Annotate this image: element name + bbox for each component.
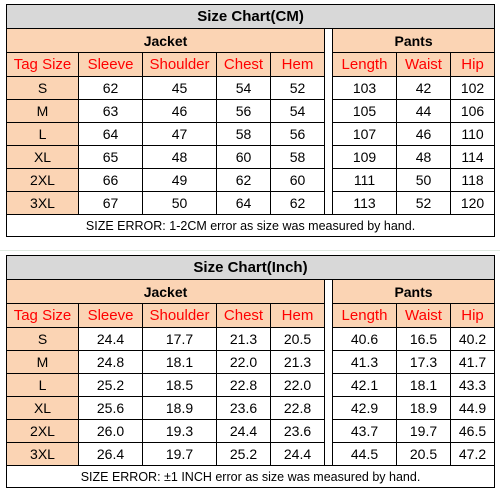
size-label: 2XL	[7, 169, 79, 192]
cell-waist: 20.5	[397, 443, 451, 466]
cell-waist: 42	[397, 77, 451, 100]
cell-chest: 56	[217, 100, 271, 123]
table-row	[7, 328, 495, 351]
cell-length: 111	[333, 169, 397, 192]
cell-length: 42.1	[333, 374, 397, 397]
size-label: M	[7, 351, 79, 374]
cell-hem: 22.8	[271, 397, 325, 420]
header-waist: Waist	[397, 304, 451, 328]
header-hem: Hem	[271, 53, 325, 77]
cell-shoulder: 18.9	[143, 397, 217, 420]
cell-waist: 48	[397, 146, 451, 169]
size-label: S	[7, 77, 79, 100]
column-separator	[325, 280, 333, 466]
cell-hip: 110	[451, 123, 495, 146]
cell-hip: 118	[451, 169, 495, 192]
cell-hem: 24.4	[271, 443, 325, 466]
cell-hip: 40.2	[451, 328, 495, 351]
header-sleeve: Sleeve	[79, 304, 143, 328]
cell-chest: 64	[217, 192, 271, 215]
cell-waist: 50	[397, 169, 451, 192]
cell-hip: 106	[451, 100, 495, 123]
cell-hem: 58	[271, 146, 325, 169]
size-label: M	[7, 100, 79, 123]
jacket-group-header: Jacket	[7, 280, 325, 304]
cell-length: 105	[333, 100, 397, 123]
cell-chest: 24.4	[217, 420, 271, 443]
cell-length: 40.6	[333, 328, 397, 351]
cell-sleeve: 63	[79, 100, 143, 123]
size-label: XL	[7, 146, 79, 169]
table-row	[7, 100, 495, 123]
cell-chest: 60	[217, 146, 271, 169]
table-row	[7, 420, 495, 443]
pants-group-header: Pants	[333, 29, 495, 53]
cell-shoulder: 19.7	[143, 443, 217, 466]
cell-hem: 22.0	[271, 374, 325, 397]
cell-chest: 22.8	[217, 374, 271, 397]
cell-length: 107	[333, 123, 397, 146]
cell-chest: 23.6	[217, 397, 271, 420]
cell-sleeve: 65	[79, 146, 143, 169]
sheet-gridline	[0, 250, 500, 251]
size-label: 2XL	[7, 420, 79, 443]
cell-length: 103	[333, 77, 397, 100]
cell-shoulder: 45	[143, 77, 217, 100]
chart-title: Size Chart(CM)	[7, 5, 495, 29]
cell-length: 43.7	[333, 420, 397, 443]
cell-chest: 21.3	[217, 328, 271, 351]
cell-shoulder: 48	[143, 146, 217, 169]
table-row	[7, 146, 495, 169]
cell-hem: 52	[271, 77, 325, 100]
cell-chest: 58	[217, 123, 271, 146]
header-length: Length	[333, 53, 397, 77]
cell-shoulder: 18.1	[143, 351, 217, 374]
cell-sleeve: 66	[79, 169, 143, 192]
cell-sleeve: 67	[79, 192, 143, 215]
cell-length: 109	[333, 146, 397, 169]
cell-shoulder: 18.5	[143, 374, 217, 397]
cell-hip: 114	[451, 146, 495, 169]
cell-sleeve: 25.2	[79, 374, 143, 397]
cell-hem: 20.5	[271, 328, 325, 351]
size-label: S	[7, 328, 79, 351]
cell-hem: 23.6	[271, 420, 325, 443]
table-row	[7, 443, 495, 466]
header-chest: Chest	[217, 304, 271, 328]
header-shoulder: Shoulder	[143, 53, 217, 77]
size-label: XL	[7, 397, 79, 420]
cell-length: 113	[333, 192, 397, 215]
table-row	[7, 123, 495, 146]
cell-hip: 43.3	[451, 374, 495, 397]
table-row	[7, 374, 495, 397]
cell-shoulder: 19.3	[143, 420, 217, 443]
cell-sleeve: 26.0	[79, 420, 143, 443]
pants-group-header: Pants	[333, 280, 495, 304]
size-label: 3XL	[7, 192, 79, 215]
cell-hip: 46.5	[451, 420, 495, 443]
cell-hem: 62	[271, 192, 325, 215]
cell-sleeve: 25.6	[79, 397, 143, 420]
cell-hem: 21.3	[271, 351, 325, 374]
cell-shoulder: 50	[143, 192, 217, 215]
size-label: 3XL	[7, 443, 79, 466]
header-tag-size: Tag Size	[7, 53, 79, 77]
cell-shoulder: 47	[143, 123, 217, 146]
table-row	[7, 192, 495, 215]
cell-sleeve: 24.8	[79, 351, 143, 374]
size-label: L	[7, 374, 79, 397]
cell-sleeve: 26.4	[79, 443, 143, 466]
table-row	[7, 77, 495, 100]
cell-chest: 25.2	[217, 443, 271, 466]
table-row	[7, 351, 495, 374]
cell-shoulder: 49	[143, 169, 217, 192]
cell-waist: 52	[397, 192, 451, 215]
header-shoulder: Shoulder	[143, 304, 217, 328]
size-label: L	[7, 123, 79, 146]
column-separator	[325, 29, 333, 215]
header-hem: Hem	[271, 304, 325, 328]
cell-hip: 120	[451, 192, 495, 215]
cell-sleeve: 24.4	[79, 328, 143, 351]
header-chest: Chest	[217, 53, 271, 77]
cell-hip: 102	[451, 77, 495, 100]
size-error-note: SIZE ERROR: 1-2CM error as size was measured by hand.	[7, 215, 495, 237]
cell-length: 42.9	[333, 397, 397, 420]
table-row	[7, 169, 495, 192]
cell-hem: 54	[271, 100, 325, 123]
cell-waist: 18.1	[397, 374, 451, 397]
cell-waist: 16.5	[397, 328, 451, 351]
cell-hip: 44.9	[451, 397, 495, 420]
cell-waist: 19.7	[397, 420, 451, 443]
header-waist: Waist	[397, 53, 451, 77]
header-tag-size: Tag Size	[7, 304, 79, 328]
cell-waist: 18.9	[397, 397, 451, 420]
cell-sleeve: 64	[79, 123, 143, 146]
cell-hem: 56	[271, 123, 325, 146]
header-hip: Hip	[451, 304, 495, 328]
cell-waist: 17.3	[397, 351, 451, 374]
cell-chest: 62	[217, 169, 271, 192]
cell-sleeve: 62	[79, 77, 143, 100]
cell-shoulder: 46	[143, 100, 217, 123]
cell-hip: 47.2	[451, 443, 495, 466]
cell-length: 44.5	[333, 443, 397, 466]
header-sleeve: Sleeve	[79, 53, 143, 77]
cell-length: 41.3	[333, 351, 397, 374]
jacket-group-header: Jacket	[7, 29, 325, 53]
cell-waist: 46	[397, 123, 451, 146]
size-error-note: SIZE ERROR: ±1 INCH error as size was measured by hand.	[7, 466, 495, 488]
table-row	[7, 397, 495, 420]
cell-hip: 41.7	[451, 351, 495, 374]
header-length: Length	[333, 304, 397, 328]
size-chart-cm	[6, 4, 495, 237]
cell-shoulder: 17.7	[143, 328, 217, 351]
cell-hem: 60	[271, 169, 325, 192]
cell-chest: 54	[217, 77, 271, 100]
cell-chest: 22.0	[217, 351, 271, 374]
chart-title: Size Chart(Inch)	[7, 256, 495, 280]
cell-waist: 44	[397, 100, 451, 123]
header-hip: Hip	[451, 53, 495, 77]
size-chart-inch	[6, 255, 495, 488]
